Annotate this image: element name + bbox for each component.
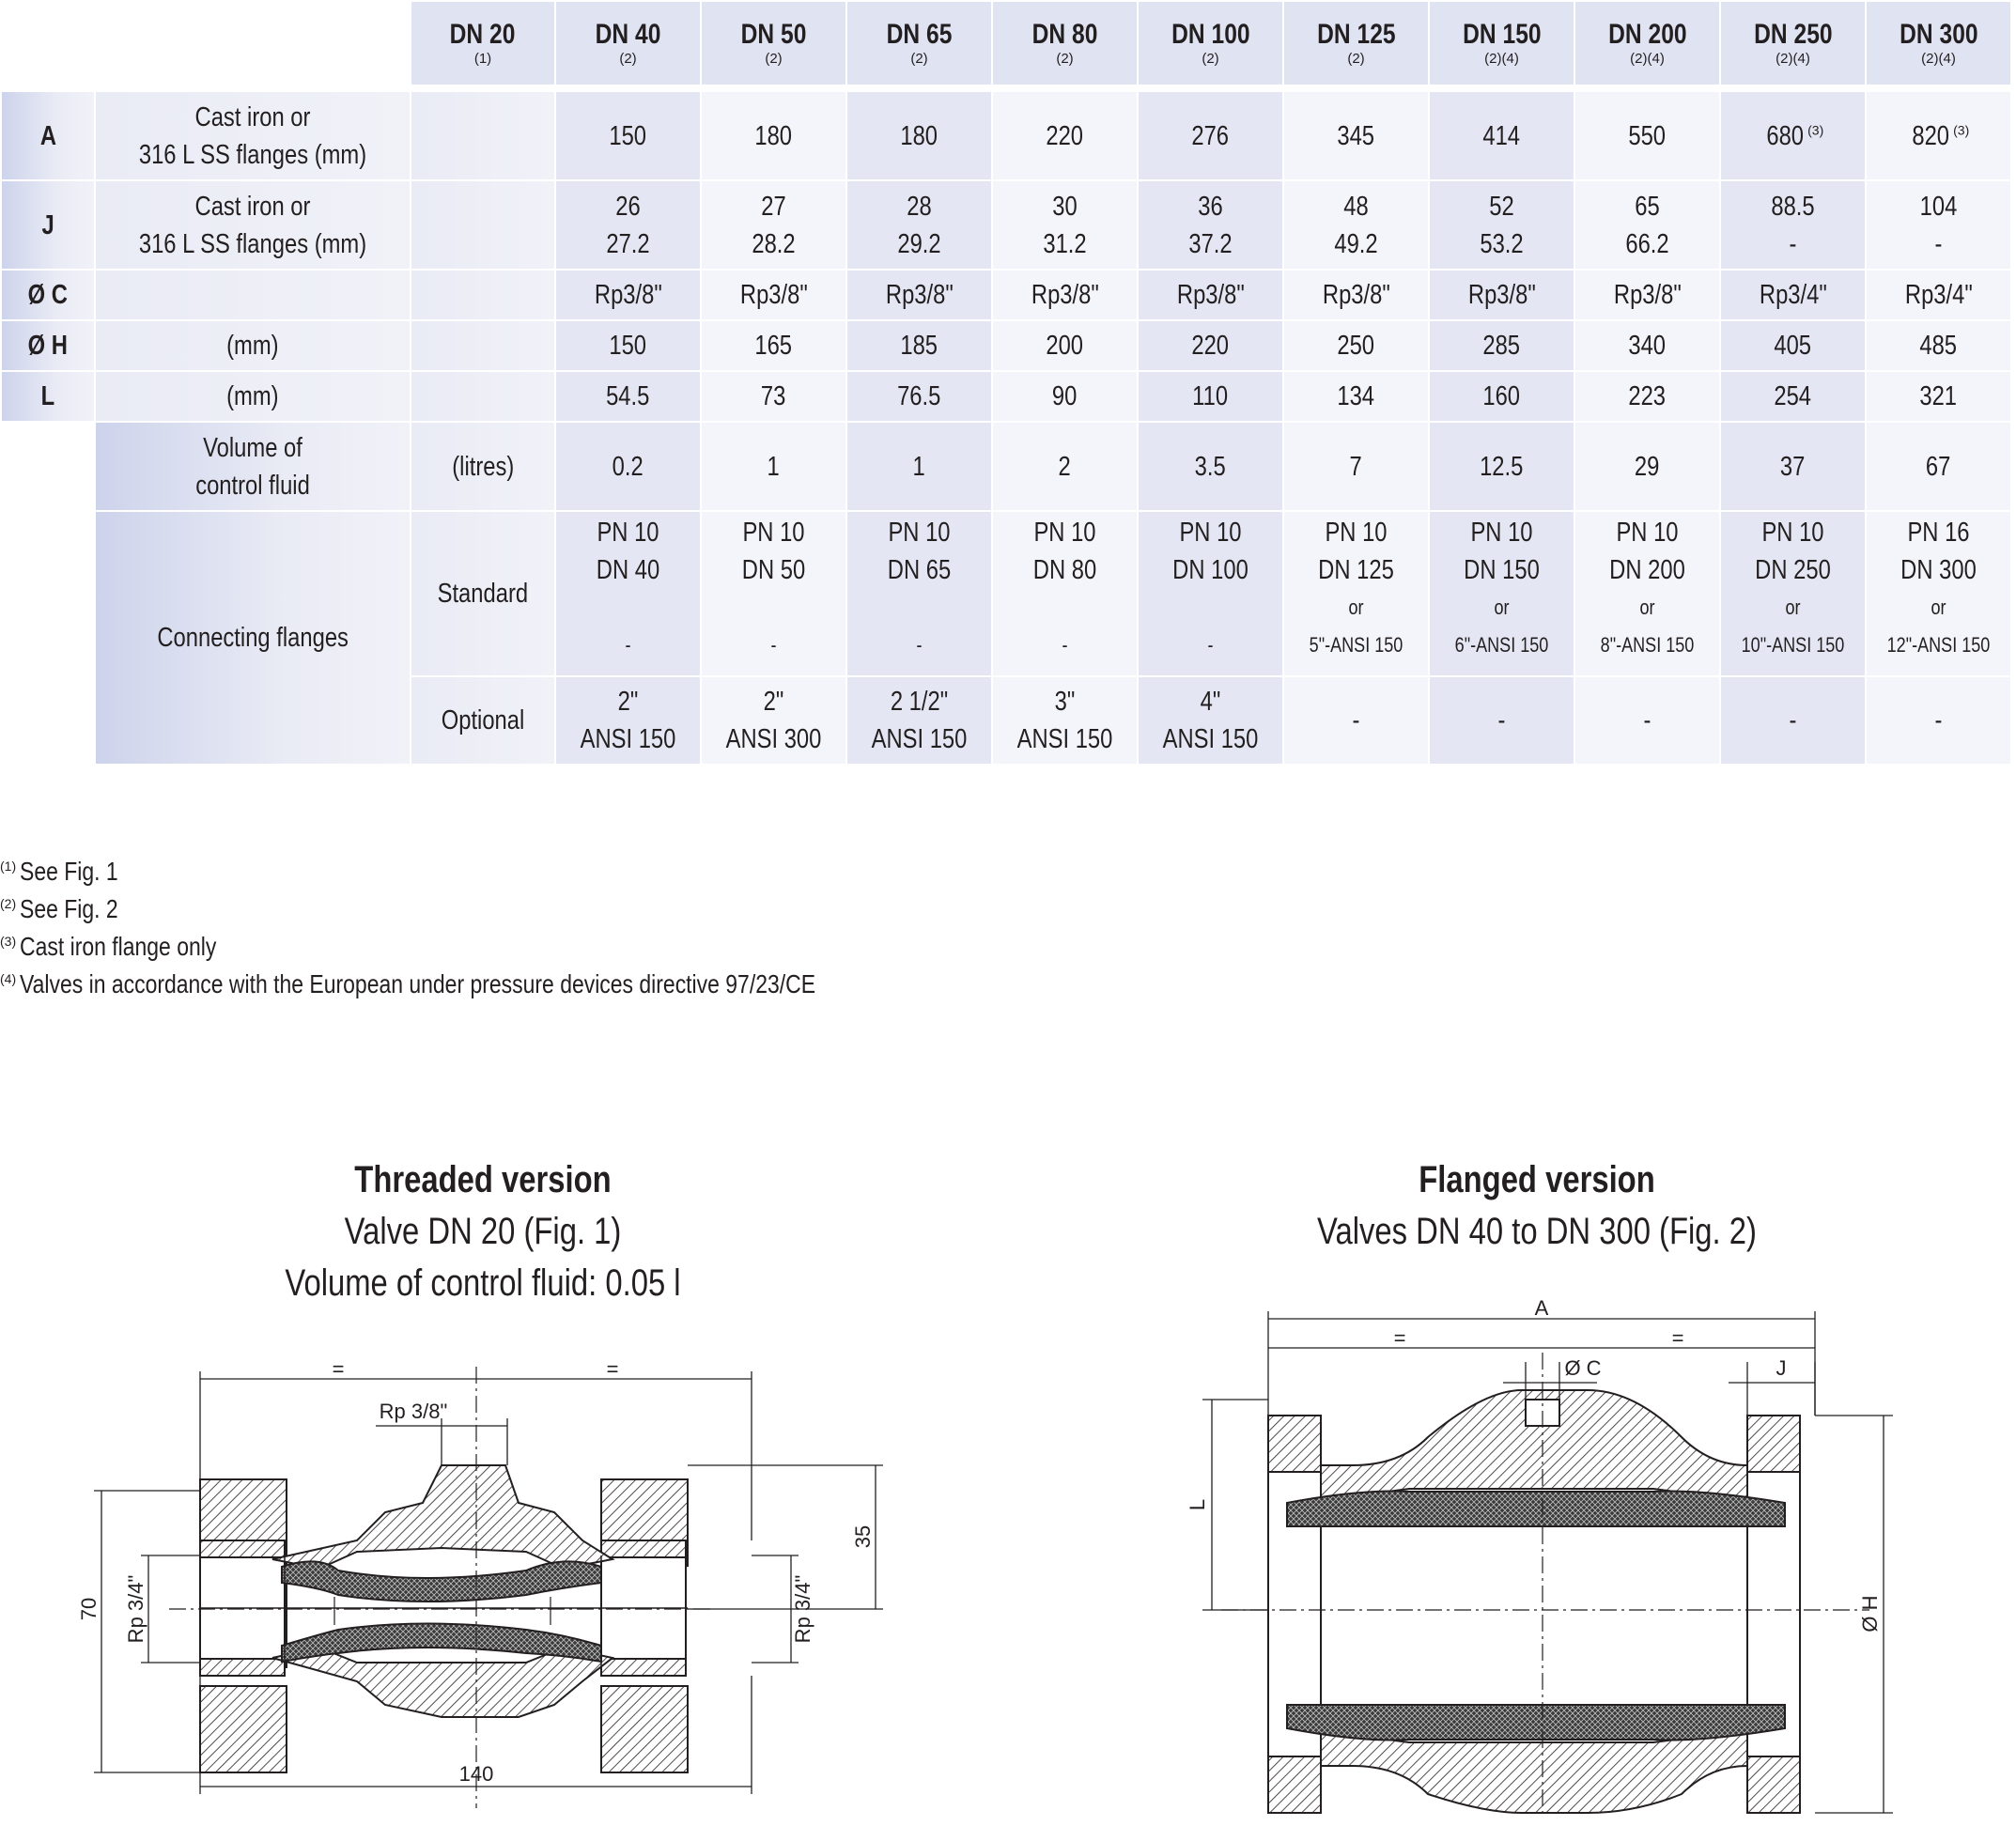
value-cell: Rp3/8": [702, 271, 845, 319]
unit-cell: [411, 271, 554, 319]
threaded-volume: Volume of control fluid: 0.05 l: [285, 1262, 681, 1304]
value-cell: Rp3/8": [1575, 271, 1719, 319]
row-l: [2, 372, 2010, 421]
unit-cell: [411, 92, 554, 179]
value-cell: 29: [1575, 423, 1719, 510]
dim-h: Ø H: [1858, 1595, 1882, 1633]
value-cell: -: [1284, 677, 1428, 764]
value-cell: 321: [1867, 372, 2010, 421]
value-cell: 65 66.2: [1575, 181, 1719, 269]
value-cell: 2" ANSI 150: [556, 677, 700, 764]
value-cell: PN 10 DN 65 -: [847, 512, 991, 675]
value-cell: 7: [1284, 423, 1428, 510]
unit-cell: [411, 372, 554, 421]
value-cell: PN 10 DN 250 or 10"-ANSI 150: [1721, 512, 1865, 675]
value-cell: 150: [556, 321, 700, 370]
row-desc-c: [96, 271, 410, 319]
unit-cell: [411, 321, 554, 370]
value-cell: 28 29.2: [847, 181, 991, 269]
col-header-dn80: DN 80 (2): [993, 2, 1137, 85]
value-cell: 220: [993, 92, 1137, 179]
value-cell: 3.5: [1139, 423, 1282, 510]
threaded-valve-drawing: [66, 1353, 911, 1813]
value-cell: 160: [1430, 372, 1574, 421]
value-cell: 88.5 -: [1721, 181, 1865, 269]
value-cell: 2: [993, 423, 1137, 510]
value-cell: -: [1575, 677, 1719, 764]
row-volume: [2, 423, 2010, 510]
value-cell: PN 10 DN 80 -: [993, 512, 1137, 675]
value-cell: 405: [1721, 321, 1865, 370]
col-header-dn20: DN 20 (1): [411, 2, 554, 85]
row-desc-j: Cast iron or 316 L SS flanges (mm): [96, 181, 410, 269]
dim-equal-right: =: [606, 1357, 619, 1381]
value-cell: 54.5: [556, 372, 700, 421]
value-cell: 30 31.2: [993, 181, 1137, 269]
value-cell: 52 53.2: [1430, 181, 1574, 269]
value-cell: 1: [847, 423, 991, 510]
value-cell: 134: [1284, 372, 1428, 421]
dim-a: A: [1534, 1296, 1549, 1320]
value-cell: 27 28.2: [702, 181, 845, 269]
row-unit-volume: (litres): [411, 423, 554, 510]
value-cell: 485: [1867, 321, 2010, 370]
row-desc-volume: Volume of control fluid: [96, 423, 410, 510]
value-cell: PN 10 DN 200 or 8"-ANSI 150: [1575, 512, 1719, 675]
value-cell: Rp3/4": [1867, 271, 2010, 319]
flanged-valve-drawing: [1174, 1296, 1907, 1822]
row-unit-l: (mm): [96, 372, 410, 421]
value-cell: 150: [556, 92, 700, 179]
dim-length: 140: [458, 1762, 494, 1786]
header-row: [2, 2, 2010, 85]
value-cell: 340: [1575, 321, 1719, 370]
dim-l: L: [1186, 1498, 1209, 1511]
value-cell: 223: [1575, 372, 1719, 421]
row-a: [2, 92, 2010, 179]
dim-inlet: Rp 3/4": [124, 1574, 147, 1644]
value-cell: 2" ANSI 300: [702, 677, 845, 764]
col-header-dn100: DN 100 (2): [1139, 2, 1282, 85]
value-cell: 3" ANSI 150: [993, 677, 1137, 764]
row-c: [2, 271, 2010, 319]
row-label-h: Ø H: [2, 321, 94, 370]
value-cell: -: [1867, 677, 2010, 764]
threaded-subtitle: Valve DN 20 (Fig. 1): [344, 1211, 622, 1252]
footnote: $^{(4)}$ Valves in accordance with the European under pressure devices directive 97/23/CE: [0, 969, 816, 998]
row-sub-standard: Standard: [411, 512, 554, 675]
row-label-l: L: [2, 372, 94, 421]
value-cell: PN 16 DN 300 or 12"-ANSI 150: [1867, 512, 2010, 675]
value-cell: Rp3/8": [556, 271, 700, 319]
value-cell: 680 $^{(3)}$: [1721, 92, 1865, 179]
value-cell: 4" ANSI 150: [1139, 677, 1282, 764]
value-cell: 76.5: [847, 372, 991, 421]
col-header-dn125: DN 125 (2): [1284, 2, 1428, 85]
value-cell: 165: [702, 321, 845, 370]
value-cell: 180: [847, 92, 991, 179]
dim-half-height: 35: [851, 1524, 875, 1549]
row-flanges-standard: [2, 512, 2010, 675]
value-cell: Rp3/8": [847, 271, 991, 319]
row-unit-h: (mm): [96, 321, 410, 370]
value-cell: 250: [1284, 321, 1428, 370]
value-cell: 110: [1139, 372, 1282, 421]
value-cell: 0.2: [556, 423, 700, 510]
value-cell: 185: [847, 321, 991, 370]
value-cell: 550: [1575, 92, 1719, 179]
dim-equal-left: =: [332, 1357, 345, 1381]
value-cell: Rp3/4": [1721, 271, 1865, 319]
col-header-dn65: DN 65 (2): [847, 2, 991, 85]
dim-equal-left: =: [1393, 1326, 1406, 1350]
footnotes: [0, 853, 990, 1003]
value-cell: 12.5: [1430, 423, 1574, 510]
row-h: [2, 321, 2010, 370]
flanged-subtitle: Valves DN 40 to DN 300 (Fig. 2): [1317, 1211, 1757, 1252]
empty-cell: [2, 512, 94, 764]
value-cell: PN 10 DN 100 -: [1139, 512, 1282, 675]
footnote: $^{(2)}$ See Fig. 2: [0, 894, 118, 923]
value-cell: 220: [1139, 321, 1282, 370]
value-cell: 254: [1721, 372, 1865, 421]
threaded-title: Threaded version: [354, 1159, 612, 1200]
footnote: $^{(1)}$ See Fig. 1: [0, 857, 118, 886]
value-cell: 26 27.2: [556, 181, 700, 269]
value-cell: 36 37.2: [1139, 181, 1282, 269]
row-sub-optional: Optional: [411, 677, 554, 764]
value-cell: 414: [1430, 92, 1574, 179]
flanged-title-block: [1255, 1154, 1819, 1258]
value-cell: 345: [1284, 92, 1428, 179]
col-header-dn300: DN 300 (2)(4): [1867, 2, 2010, 85]
value-cell: 180: [702, 92, 845, 179]
row-desc-a: Cast iron or 316 L SS flanges (mm): [96, 92, 410, 179]
dimensions-table: [0, 0, 2012, 766]
dim-equal-right: =: [1671, 1326, 1684, 1350]
value-cell: PN 10 DN 50 -: [702, 512, 845, 675]
value-cell: Rp3/8": [1139, 271, 1282, 319]
row-desc-flanges: Connecting flanges: [96, 512, 410, 764]
value-cell: 67: [1867, 423, 2010, 510]
unit-cell: [411, 181, 554, 269]
value-cell: 90: [993, 372, 1137, 421]
value-cell: 73: [702, 372, 845, 421]
value-cell: 200: [993, 321, 1137, 370]
value-cell: -: [1721, 677, 1865, 764]
value-cell: 104 -: [1867, 181, 2010, 269]
value-cell: 48 49.2: [1284, 181, 1428, 269]
dim-port: Rp 3/8": [379, 1400, 448, 1423]
row-j: [2, 181, 2010, 269]
row-label-a: A: [2, 92, 94, 179]
col-header-dn50: DN 50 (2): [702, 2, 845, 85]
dim-outlet: Rp 3/4": [791, 1574, 814, 1644]
flanged-title: Flanged version: [1419, 1159, 1655, 1200]
value-cell: Rp3/8": [1284, 271, 1428, 319]
footnote: $^{(3)}$ Cast iron flange only: [0, 932, 217, 961]
value-cell: Rp3/8": [993, 271, 1137, 319]
dim-height: 70: [77, 1597, 101, 1621]
value-cell: PN 10 DN 40 -: [556, 512, 700, 675]
empty-cell: [2, 423, 94, 510]
value-cell: PN 10 DN 125 or 5"-ANSI 150: [1284, 512, 1428, 675]
row-label-c: Ø C: [2, 271, 94, 319]
value-cell: Rp3/8": [1430, 271, 1574, 319]
value-cell: PN 10 DN 150 or 6"-ANSI 150: [1430, 512, 1574, 675]
value-cell: 285: [1430, 321, 1574, 370]
value-cell: 37: [1721, 423, 1865, 510]
value-cell: 1: [702, 423, 845, 510]
dim-j: J: [1776, 1356, 1787, 1380]
value-cell: 820 $^{(3)}$: [1867, 92, 2010, 179]
col-header-dn200: DN 200 (2)(4): [1575, 2, 1719, 85]
dim-c: Ø C: [1564, 1356, 1602, 1380]
threaded-title-block: [201, 1154, 765, 1309]
value-cell: -: [1430, 677, 1574, 764]
col-header-dn150: DN 150 (2)(4): [1430, 2, 1574, 85]
col-header-dn40: DN 40 (2): [556, 2, 700, 85]
row-label-j: J: [2, 181, 94, 269]
value-cell: 276: [1139, 92, 1282, 179]
col-header-dn250: DN 250 (2)(4): [1721, 2, 1865, 85]
value-cell: 2 1/2" ANSI 150: [847, 677, 991, 764]
